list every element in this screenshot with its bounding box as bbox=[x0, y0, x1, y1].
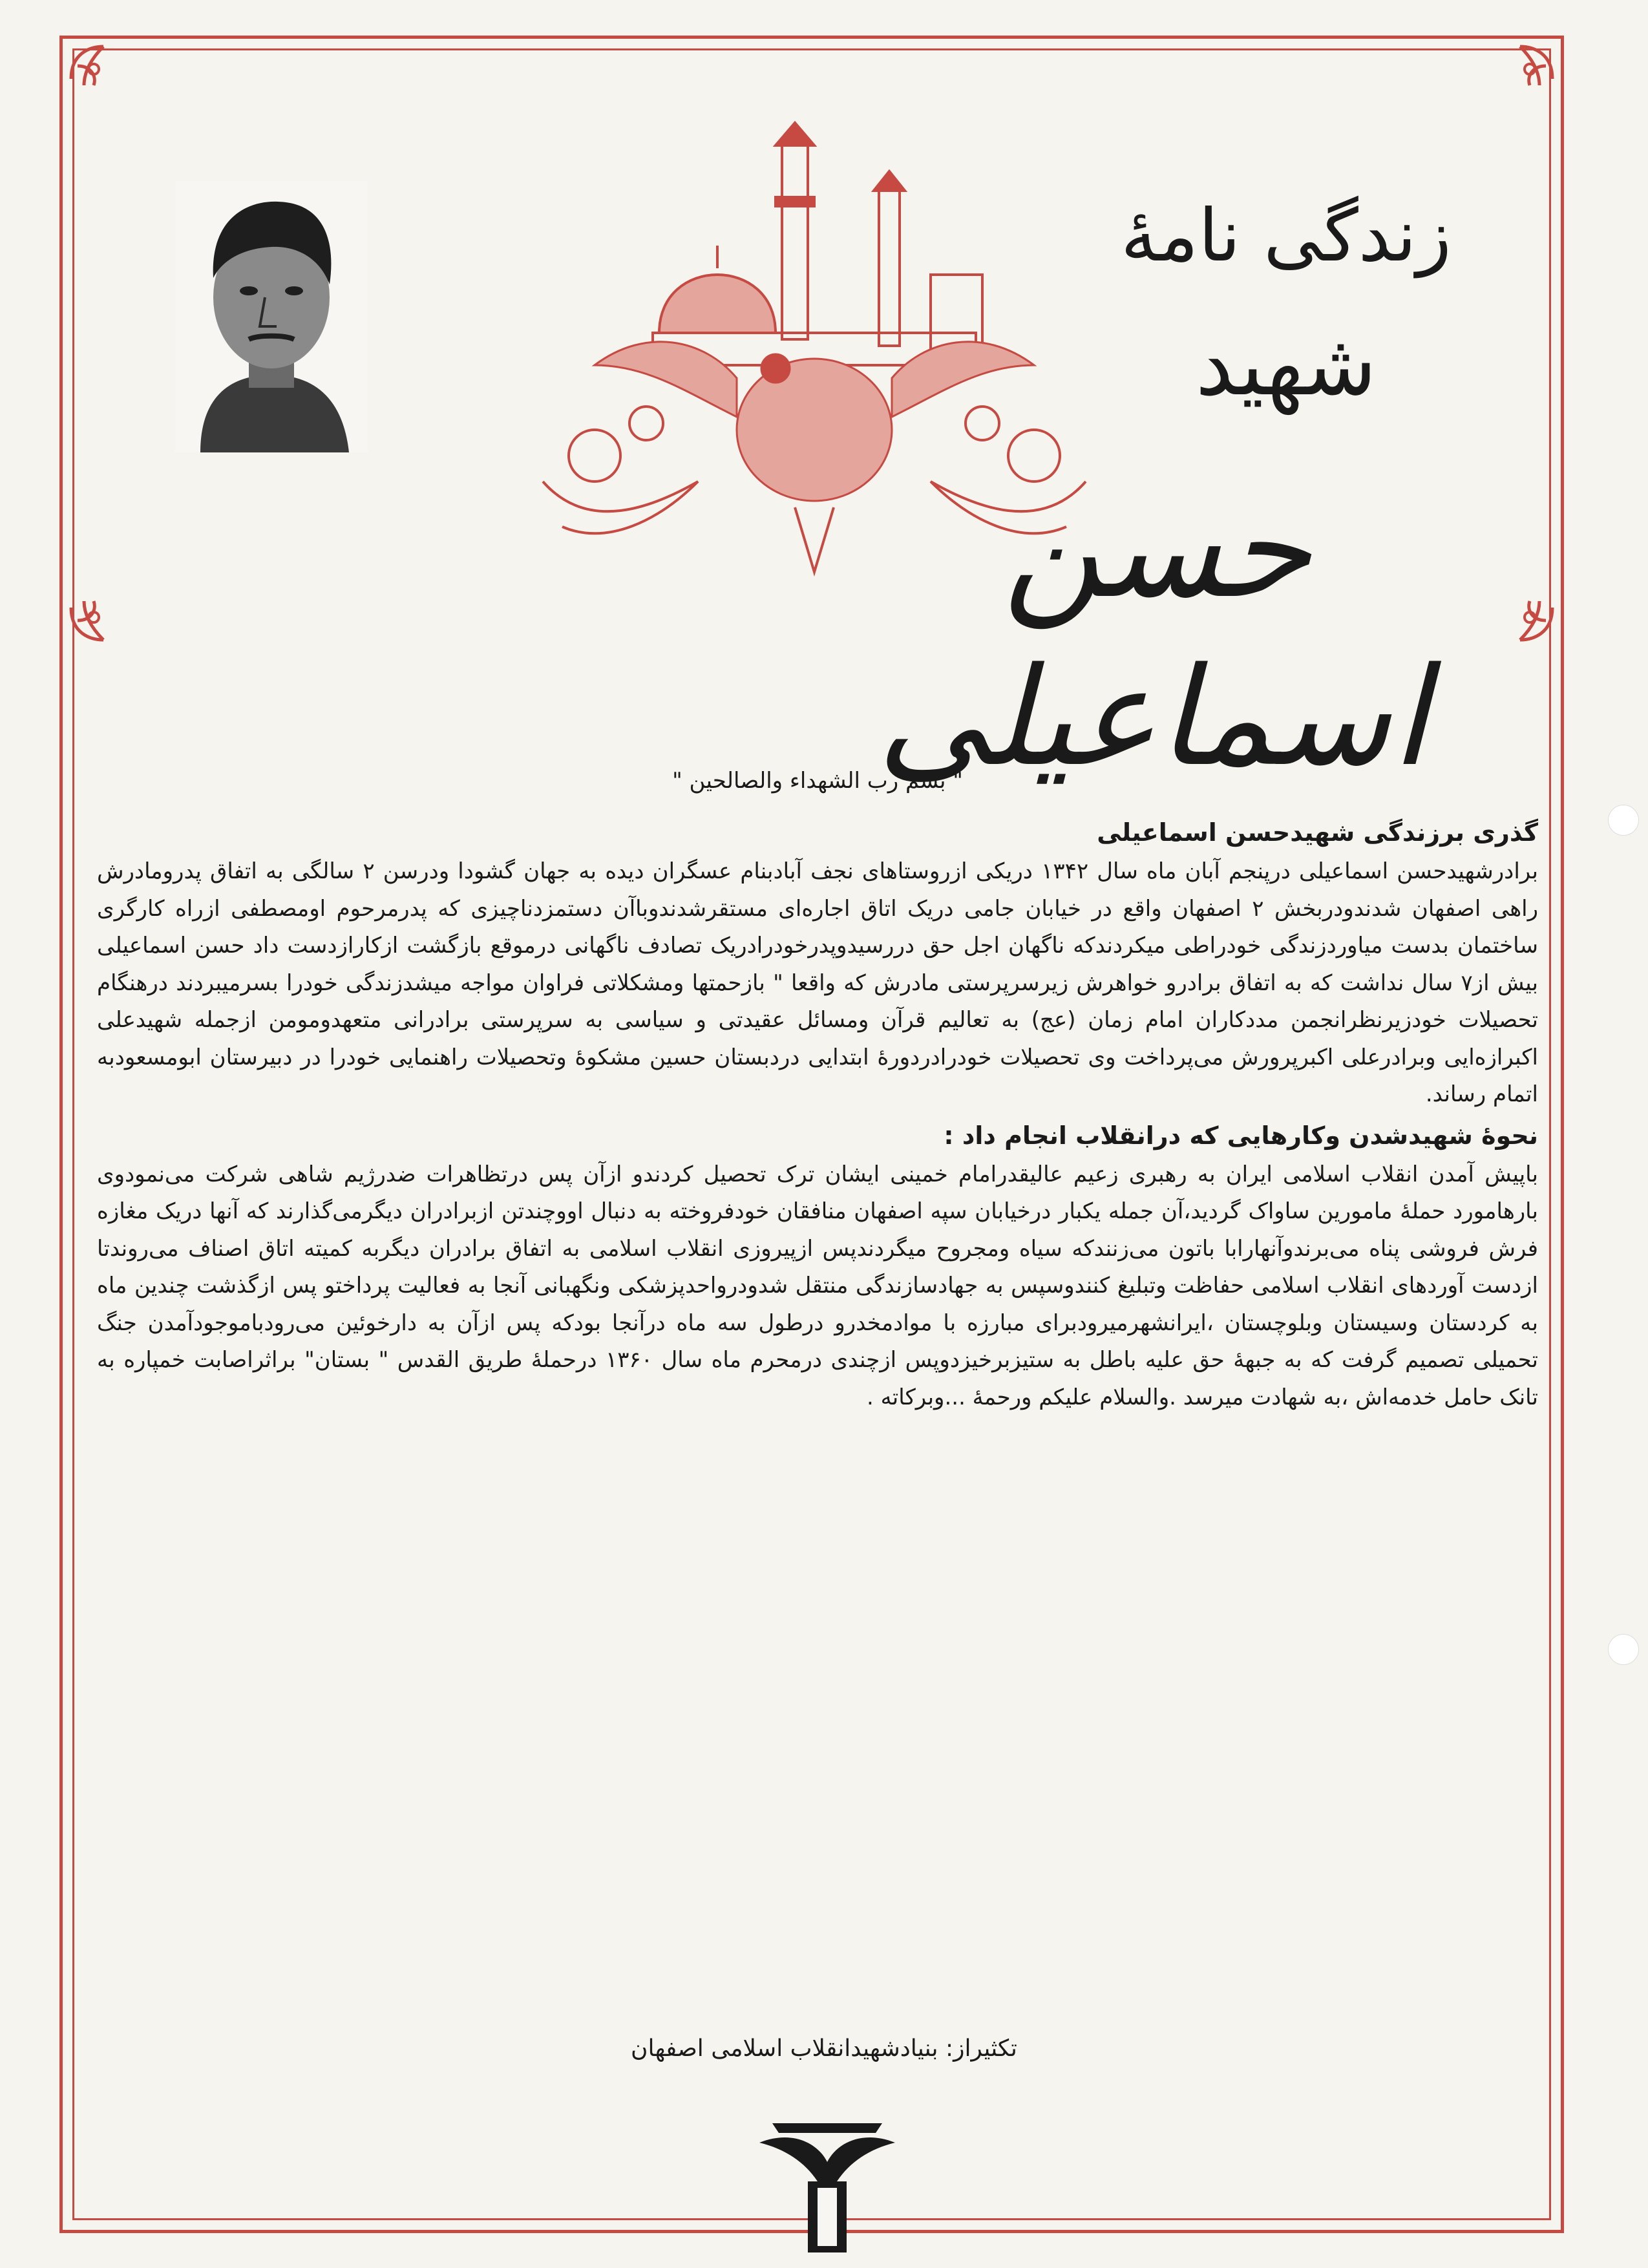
section-heading-life: گذری برزندگی شهیدحسن اسماعیلی bbox=[1097, 818, 1538, 847]
bismillah-line: " بسم رب الشهداء والصالحین " bbox=[672, 768, 963, 794]
corner-ornament-left-middle bbox=[65, 569, 142, 646]
publisher-credit: تکثیراز: بنیادشهیدانقلاب اسلامی اصفهان bbox=[631, 2035, 1017, 2062]
paragraph-martyrdom: باپیش آمدن انقلاب اسلامی ایران به رهبری زعیم عالیقدرامام خمینی ایشان ترک تحصیل کردندو ازآن پس درتظاهرات ضدرژیم شاهی شرکت می‌نمودوی بارهامورد حملهٔ مامورین ساواک گردید،آن جمله یکبار درخیابان سپه اصفهان منافقان خودفروخته به دنبال اووچندتن ازبرادران دیگرمی‌گذارند که آنها دریک مغازه فرش فروشی پناه می‌برندوآنهارابا باتون می‌زنندکه سیاه ومجروح میگردندپس ازپیروزی انقلاب اسلامی به اتفاق برادران دیگربه کمیته اتاق اصناف می‌روندتا ازدست آوردهای انقلاب اسلامی حفاظت وتبلیغ کنندوسپس به جهادسازندگی منتقل شدودرواحدپزشکی ونگهبانی آنجا به فعالیت پرداختو پس ازگذشت چندین ماه به کردستان وسیستان وبلوچستان ،ایرانشهرمیرودبرای مبارزه با موادمخدرو درطول سه ماه درآنجا بودکه پس ازآن به دارخوئین می‌رودباموجودآمدن جنگ تحمیلی تصمیم گرفت که به جبههٔ حق علیه باطل به ستیزبرخیزدوپس ازچندی درمحرم ماه سال ۱۳۶۰ درحملهٔ طریق القدس " بستان" براثراصابت خمپاره به تانک حامل خدمه‌اش ،به شهادت میرسد .والسلام علیکم ورحمهٔ ...وبرکاته . bbox=[97, 1161, 1538, 1410]
corner-ornament-top-left bbox=[65, 40, 142, 118]
martyr-foundation-logo bbox=[746, 2104, 908, 2265]
corner-ornament-top-right bbox=[1481, 40, 1559, 118]
section-heading-martyrdom: نحوهٔ شهیدشدن وکارهایی که درانقلاب انجام داد : bbox=[944, 1121, 1538, 1150]
punch-hole bbox=[1608, 1634, 1639, 1665]
paragraph-life: برادرشهیدحسن اسماعیلی درپنجم آبان ماه سال ۱۳۴۲ دریکی ازروستاهای نجف آبادبنام عسگران دیده به جهان گشودا ودرسن ۲ سالگی به اتفاق پدرومادرش راهی اصفهان شدندودربخش ۲ اصفهان واقع در خیابان جامی دریک اتاق اجاره‌ای مستقرشدندوباآن دستمزدناچیزی که پدرمرحوم اومصطفی ازراه کارگری ساختمان بدست میاوردزندگی خودراطی میکردندکه ناگهان اجل حق دررسیدوپدرخودرادریک تصادف ناگهانی درموقع بازگشت ازکارازدست داد حسن اسماعیلی بیش از۷ سال نداشت که به اتفاق برادرو خواهرش زیرسرپرستی مادرش که واقعا " بازحمتها ومشکلاتی فراوان مواجه میشدزندگی خودرا بسرمیبردند درهنگام تحصیلات خودزیرنظرانجمن مددکاران امام زمان (عج) به تعالیم قرآن ومسائل عقیدتی و سیاسی به سرپرستی برادرانی متعهدومومن ازجمله شهیدعلی اکبرازه‌ایی وبرادرعلی اکبرپرورش می‌پرداخت وی تحصیلات خودرادردورهٔ ابتدایی دردبستان حسین مشکوهٔ وتحصیلات راهنمایی خودرا در دبیرستان ابومسعودبه اتمام رساند. bbox=[97, 858, 1539, 1107]
title-martyr: شهید bbox=[1195, 315, 1377, 415]
title-biography: زندگی نامهٔ bbox=[1121, 194, 1452, 278]
martyr-portrait-photo bbox=[174, 181, 368, 452]
martyr-name-calligraphy: حسن اسماعیلی bbox=[877, 470, 1428, 796]
corner-ornament-right-middle bbox=[1481, 569, 1559, 646]
punch-hole bbox=[1608, 805, 1639, 836]
biography-body bbox=[97, 763, 1538, 1420]
